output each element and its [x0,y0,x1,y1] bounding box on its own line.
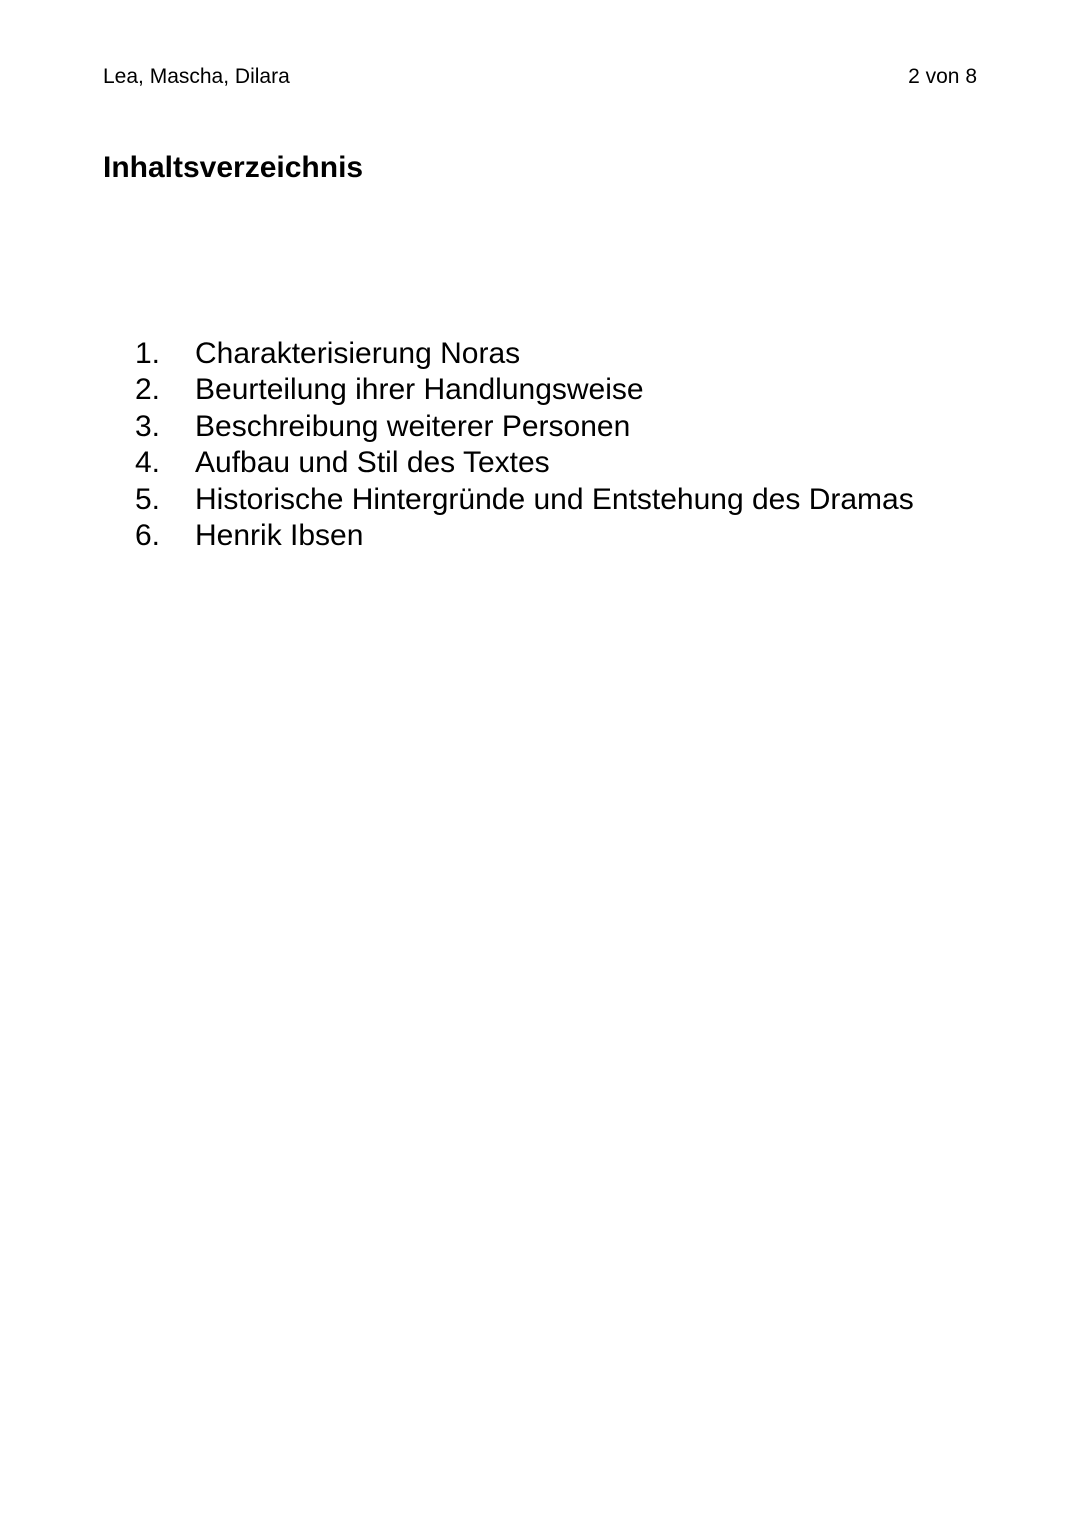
toc-item-number: 4. [135,446,161,480]
toc-item-number: 1. [135,337,161,370]
toc-item [135,336,914,372]
toc-item-number: 6. [135,518,161,552]
toc-item-number: 3. [135,409,161,443]
toc-item [135,518,914,554]
toc-item [135,445,914,481]
toc-item-text: Beurteilung ihrer Handlungsweise [195,373,644,407]
table-of-contents [135,336,914,554]
page-title: Inhaltsverzeichnis [103,151,364,184]
toc-item-text: Henrik Ibsen [195,518,364,552]
toc-item-text: Beschreibung weiterer Personen [195,409,631,443]
toc-item-number: 5. [135,482,161,516]
header-authors: Lea, Mascha, Dilara [103,65,290,88]
toc-item [135,372,914,408]
page-indicator: 2 von 8 [908,65,977,88]
toc-item-text: Aufbau und Stil des Textes [195,446,550,480]
toc-item [135,482,914,518]
toc-item [135,409,914,445]
toc-item-number: 2. [135,373,161,407]
toc-item-text: Historische Hintergründe und Entstehung des Dramas [195,482,914,516]
toc-item-text: Charakterisierung Noras [195,337,521,370]
